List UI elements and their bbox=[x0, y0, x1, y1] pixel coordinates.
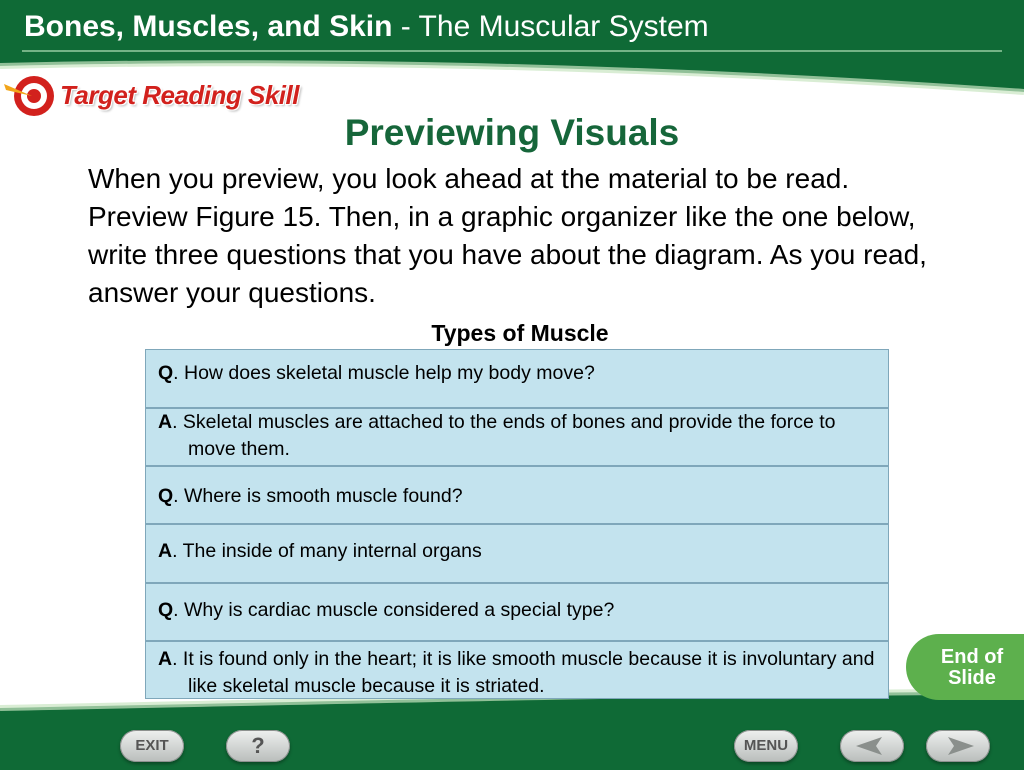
end-of-slide-badge bbox=[906, 634, 1024, 700]
answer-row bbox=[145, 408, 889, 466]
row-content bbox=[158, 646, 876, 700]
answer-row bbox=[145, 524, 889, 583]
row-text: . Where is smooth muscle found? bbox=[173, 485, 463, 507]
row-text: . It is found only in the heart; it is like smooth muscle because it is involuntary and like skeletal muscle because it is striated. bbox=[172, 648, 875, 697]
header-title bbox=[24, 8, 709, 46]
question-row bbox=[145, 349, 889, 408]
organizer-caption: Types of Muscle bbox=[431, 320, 609, 346]
end-slide-line1: End of bbox=[940, 646, 1004, 668]
chapter-title: Bones, Muscles, and Skin bbox=[24, 10, 393, 43]
row-content bbox=[158, 409, 876, 463]
end-slide-line2: Slide bbox=[948, 667, 996, 689]
row-prefix: A bbox=[158, 540, 173, 562]
previous-button[interactable] bbox=[840, 730, 904, 762]
row-content bbox=[158, 538, 482, 565]
row-text: . How does skeletal muscle help my body move? bbox=[173, 362, 595, 384]
exit-button[interactable]: EXIT bbox=[120, 730, 184, 762]
row-prefix: A bbox=[158, 411, 173, 433]
answer-row bbox=[145, 641, 889, 699]
target-reading-skill-label: Target Reading Skill bbox=[60, 80, 299, 110]
row-prefix: Q bbox=[158, 599, 174, 621]
row-prefix: Q bbox=[158, 362, 174, 384]
question-row bbox=[145, 583, 889, 641]
header-bar bbox=[0, 0, 1024, 58]
next-button[interactable] bbox=[926, 730, 990, 762]
question-row bbox=[145, 466, 889, 524]
menu-button[interactable]: MENU bbox=[734, 730, 798, 762]
section-title: - The Muscular System bbox=[392, 10, 709, 43]
row-text: . The inside of many internal organs bbox=[172, 540, 482, 562]
graphic-organizer bbox=[145, 349, 889, 699]
row-content bbox=[158, 360, 595, 387]
row-content bbox=[158, 597, 614, 624]
row-content bbox=[158, 483, 463, 510]
row-text: . Why is cardiac muscle considered a special type? bbox=[173, 599, 615, 621]
row-prefix: A bbox=[158, 648, 173, 670]
slide-title: Previewing Visuals bbox=[344, 112, 680, 153]
right-arrow-icon bbox=[938, 734, 978, 758]
row-text: . Skeletal muscles are attached to the ends of bones and provide the force to move them. bbox=[172, 411, 836, 460]
help-button[interactable]: ? bbox=[226, 730, 290, 762]
row-prefix: Q bbox=[158, 485, 174, 507]
instruction-text: When you preview, you look ahead at the material to be read. Preview Figure 15. Then, in a graphic organizer like the one below, write three questions that you have about the diagram. As you read, answer your questions. bbox=[88, 163, 927, 308]
left-arrow-icon bbox=[852, 734, 892, 758]
